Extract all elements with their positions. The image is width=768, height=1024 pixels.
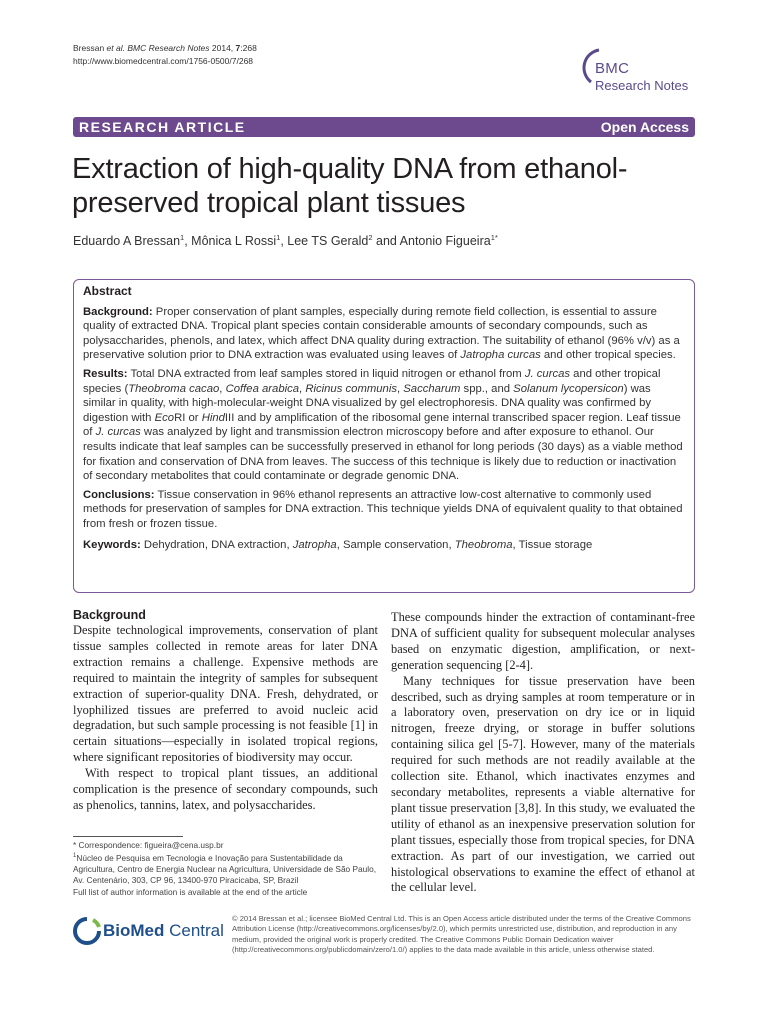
biomed-central-circle-icon [73, 916, 101, 946]
author-separator: and [372, 234, 400, 249]
abstract-keywords-label: Keywords: [83, 538, 141, 551]
species-name: Ricinus communis [305, 382, 397, 395]
abstract-heading: Abstract [83, 284, 132, 298]
biomed-central-wordmark [103, 921, 224, 941]
author-separator: , [184, 234, 192, 249]
citation-page: :268 [240, 43, 257, 53]
author-affiliation-mark: 1 [276, 233, 281, 242]
paper-title: Extraction of high-quality DNA from ethanol-preserved tropical plant tissues [72, 153, 628, 219]
abstract-results-label: Results: [83, 367, 128, 380]
citation-header [73, 42, 257, 68]
author-affiliation-mark: 1 [180, 233, 185, 242]
abstract-text: Total DNA extracted from leaf samples stored in liquid nitrogen or ethanol from [127, 367, 525, 380]
open-access-label: Open Access [600, 119, 689, 135]
abstract-text: and other tropical species ( [83, 367, 661, 395]
abstract-text: and other tropical species. [540, 349, 676, 362]
abstract-text: , [396, 382, 404, 395]
abstract-text: was analyzed by light and transmission electron microscopy before and after exposure to ethanol. Our results indicate that leaf samples can be successfully preserved in ethanol for long periods (30 days) as a viable method for fixation and conservation of DNA from leaves. The success of this technique is likely due to reduction or inactivation of secondary metabolites that could contaminate or degrade genomic DNA. [83, 426, 683, 483]
author-name: Antonio Figueira [399, 234, 491, 249]
body-left-column [73, 607, 378, 814]
author-separator: , [280, 234, 288, 249]
abstract-background [83, 305, 685, 363]
species-name: Jatropha curcas [460, 349, 541, 362]
article-type-banner [73, 117, 695, 137]
affiliation-text: Núcleo de Pesquisa em Tecnologia e Inovação para Sustentabilidade da Agricultura, Centro de Energia Nuclear na Agricultura, Universidade de São Paulo, Av. Centenário, 303, CP 96, 13400-970 Piracicaba, SP, Brazil [73, 852, 377, 886]
abstract-text: , [299, 382, 306, 395]
biomed-wordmark-bold: BioMed [103, 921, 165, 940]
affiliation-mark: 1 [73, 853, 77, 860]
citation-line [73, 42, 257, 55]
abstract-keywords [83, 538, 685, 553]
author-name: Eduardo A Bressan [73, 234, 181, 249]
abstract-content [83, 284, 685, 556]
citation-authors: Bressan [73, 43, 107, 53]
abstract-text: Tissue conservation in 96% ethanol represents an attractive low-cost alternative to commonly used methods for preservation of samples for DNA extraction. This technique yields DNA of equivalent quality to that obtained from fresh or frozen tissue. [83, 488, 683, 530]
author-name: Lee TS Gerald [287, 234, 369, 249]
footnote [73, 840, 378, 898]
keyword-italic: Jatropha [292, 538, 337, 551]
species-name: Solanum lycopersicon [513, 382, 624, 395]
species-name: J. curcas [524, 367, 571, 380]
abstract-text: spp., and [460, 382, 514, 395]
journal-logo [575, 44, 700, 100]
biomed-central-logo [73, 914, 223, 950]
abstract-box [73, 279, 695, 593]
keyword-italic: Theobroma [454, 538, 513, 551]
citation-year: 2014, [209, 43, 236, 53]
article-type-label: RESEARCH ARTICLE [79, 119, 246, 135]
author-affiliation-mark: 2 [368, 233, 373, 242]
abstract-text: ) was similar in quality, with high-molecular-weight DNA visualized by gel electrophoresis. DNA quality was confirmed by digestion with [83, 382, 652, 424]
abstract-background-label: Background: [83, 305, 153, 318]
author-info-note: Full list of author information is available at the end of the article [73, 886, 308, 897]
author-affiliation-mark: 1* [490, 233, 498, 242]
enzyme-name: Hind [201, 411, 225, 424]
abstract-conclusions-label: Conclusions: [83, 488, 155, 501]
abstract-text: III and by amplification of the ribosomal gene internal transcribed spacer region. Leaf tissue of [83, 411, 681, 439]
journal-logo-bottom: Research Notes [595, 78, 689, 93]
body-paragraph: These compounds hinder the extraction of contaminant-free DNA of sufficient quality for subsequent molecular analyses based on enzymatic digestion, amplification, or next-generation sequencing [2-4]. [391, 610, 695, 672]
species-name: J. curcas [95, 426, 141, 439]
species-name: Saccharum [403, 382, 461, 395]
article-url[interactable]: http://www.biomedcentral.com/1756-0500/7/268 [73, 56, 254, 66]
author-list [73, 233, 498, 248]
abstract-text: , [219, 382, 226, 395]
body-paragraph: Many techniques for tissue preservation have been described, such as drying samples at room temperature or in a laboratory oven, preservation on dry ice or in liquid nitrogen, freeze drying, or storage in buffer solutions containing silica gel [5-7]. However, many of the materials required for such methods are not readily available at the collection site. Ethanol, which inactivates enzymes and secondary metabolites, represents a viable alternative for plant tissue preservation [3,8]. In this study, we evaluated the utility of ethanol as an inexpensive preservation solution for plant tissues, especially those from tropical species, for DNA extraction. As part of our investigation, we carried out histological observations to examine the effect of ethanol at the cellular level. [391, 673, 695, 895]
body-paragraph: Despite technological improvements, conservation of plant tissue samples collected in remote areas for later DNA extraction remains a challenge. Expensive methods are required to maintain the integrity of samples for subsequent extraction of superior-quality DNA. Fresh, dehydrated, or lyophilized tissues are preferred to avoid nucleic acid degradation, but such sample processing is not feasible [1] in certain situations—especially in isolated tropical regions, where significant repositories of biodiversity may occur. [73, 623, 378, 765]
species-name: Theobroma cacao [128, 382, 220, 395]
abstract-text: Proper conservation of plant samples, especially during remote field collection, is essential to assure quality of extracted DNA. Tropical plant species contain considerable amounts of secondary compounds, such as polysaccharides, phenols, and latex, which affect DNA quality during extraction. The suitability of ethanol (96% v/v) as a preservative solution prior to DNA extraction was evaluated using leaves of [83, 305, 680, 362]
license-statement: © 2014 Bressan et al.; licensee BioMed Central Ltd. This is an Open Access article distributed under the terms of the Creative Commons Attribution License (http://creativecommons.org/licenses/by/2.0), which permits unrestricted use, distribution, and reproduction in any medium, provided the original work is properly credited. The Creative Commons Public Domain Dedication waiver (http://creativecommons.org/publicdomain/zero/1.0/) applies to the data made available in this article, unless otherwise stated. [232, 914, 691, 954]
body-paragraph: With respect to tropical plant tissues, an additional complication is the presence of secondary compounds, such as phenolics, tannins, latex, and polysaccharides. [73, 766, 378, 812]
author-name: Mônica L Rossi [191, 234, 277, 249]
abstract-results [83, 367, 685, 484]
keyword-text: , Sample conservation, [336, 538, 455, 551]
citation-journal: et al. BMC Research Notes [106, 43, 210, 53]
citation-volume: 7 [235, 43, 241, 53]
section-heading-background: Background [73, 608, 146, 622]
keyword-text: , Tissue storage [512, 538, 593, 551]
abstract-text: RI or [174, 411, 202, 424]
footnote-divider [73, 836, 183, 837]
keyword-text: Dehydration, DNA extraction, [140, 538, 293, 551]
central-wordmark: Central [164, 921, 224, 940]
body-right-column [391, 610, 695, 896]
abstract-conclusions [83, 488, 685, 532]
affiliation [73, 851, 378, 886]
correspondence: * Correspondence: figueira@cena.usp.br [73, 840, 224, 850]
species-name: Coffea arabica [225, 382, 300, 395]
journal-logo-top: BMC [595, 60, 630, 77]
enzyme-name: Eco [154, 411, 175, 424]
